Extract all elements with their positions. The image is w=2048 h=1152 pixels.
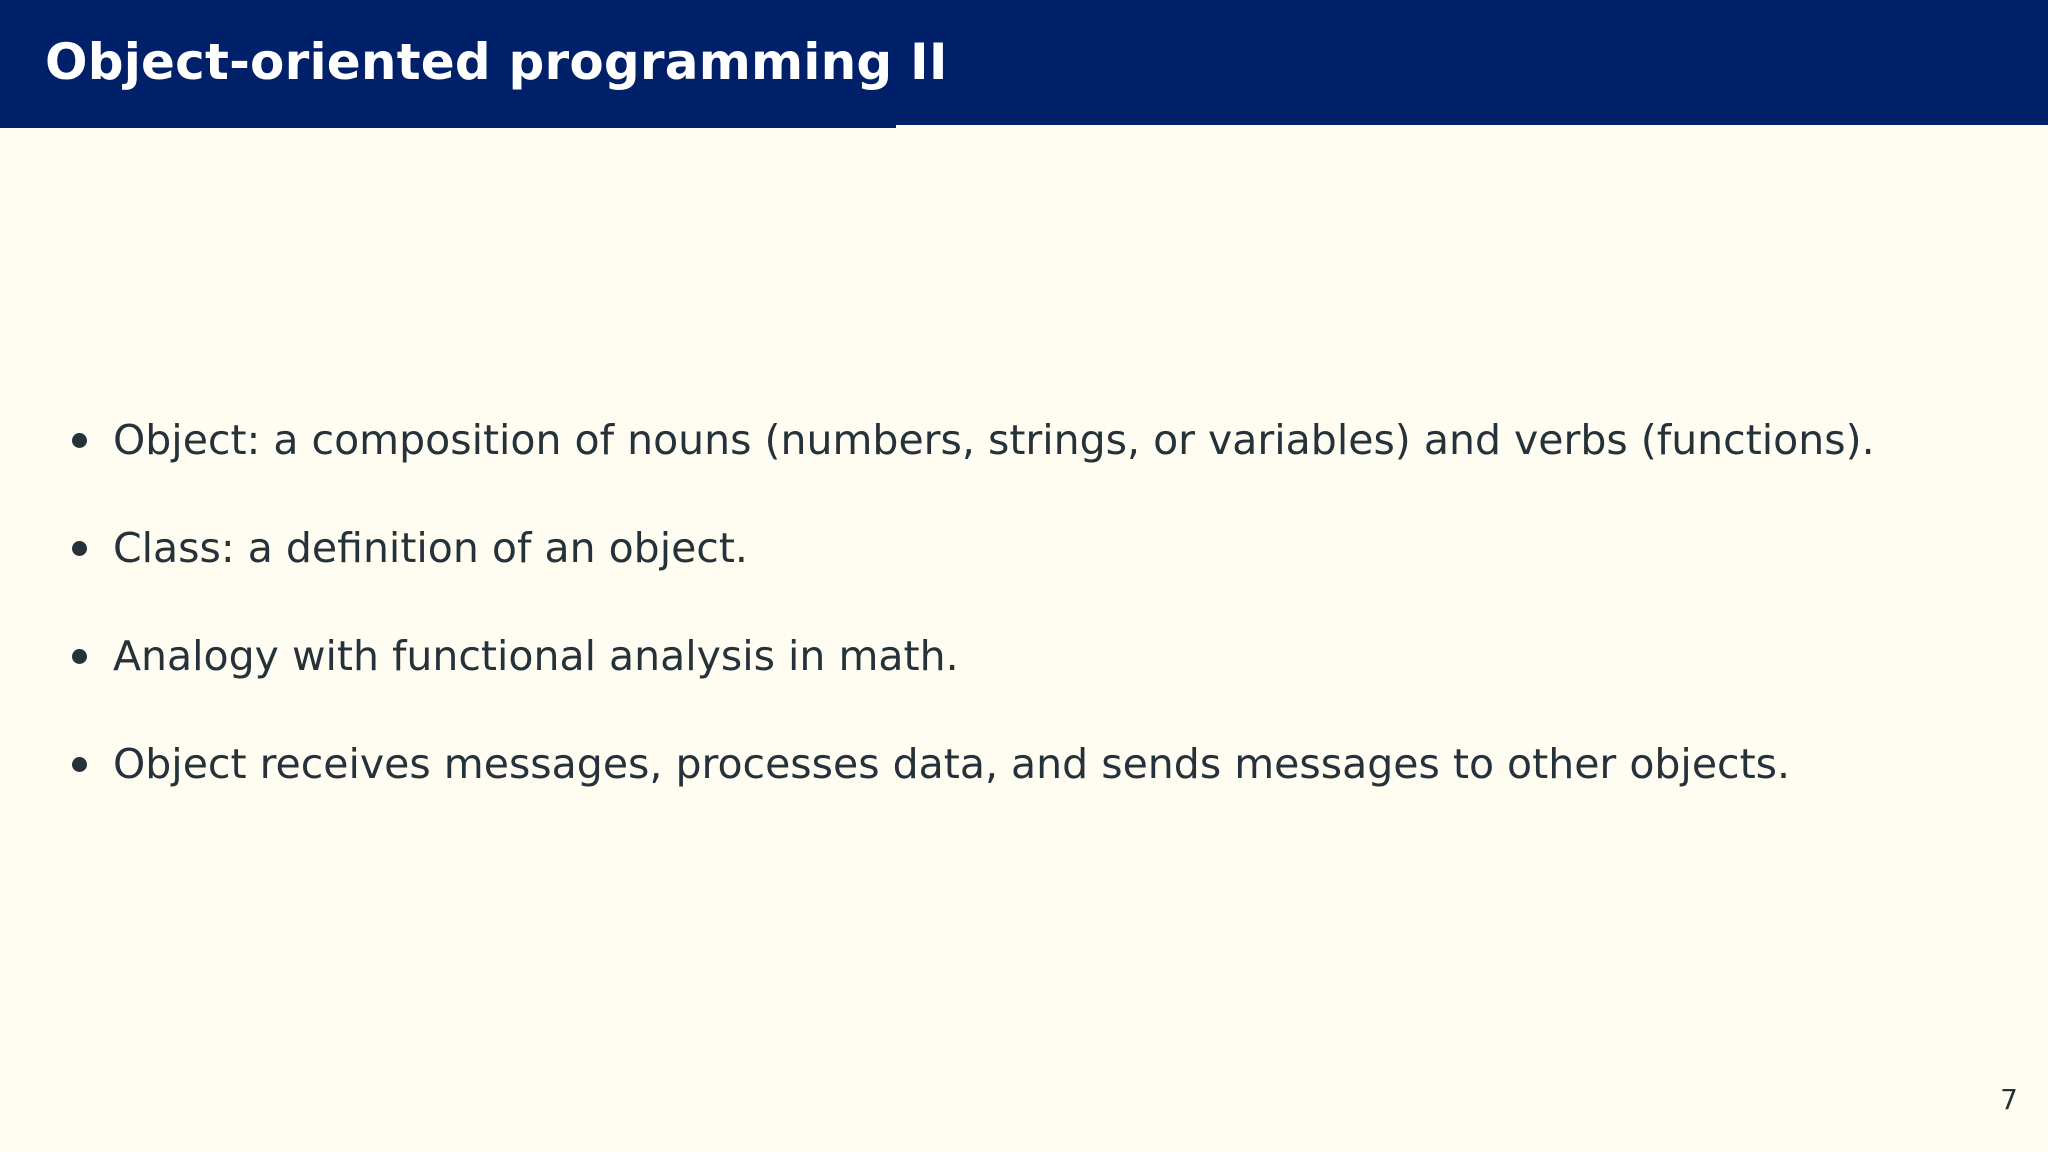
list-item — [72, 518, 748, 578]
bullet-text: Object: a composition of nouns (numbers, strings, or variables) and verbs (functions). — [113, 416, 1875, 464]
bullet-icon — [72, 649, 87, 664]
bullet-icon — [72, 433, 87, 448]
slide-title: Object-oriented programming II — [45, 33, 948, 91]
page-number: 7 — [2000, 1083, 2018, 1116]
list-item — [72, 410, 1875, 470]
title-underline — [0, 125, 896, 128]
bullet-icon — [72, 757, 87, 772]
bullet-text: Class: a definition of an object. — [113, 524, 748, 572]
bullet-text: Object receives messages, processes data, and sends messages to other objects. — [113, 740, 1791, 788]
bullet-text: Analogy with functional analysis in math. — [113, 632, 959, 680]
bullet-icon — [72, 541, 87, 556]
list-item — [72, 734, 1790, 794]
list-item — [72, 626, 959, 686]
